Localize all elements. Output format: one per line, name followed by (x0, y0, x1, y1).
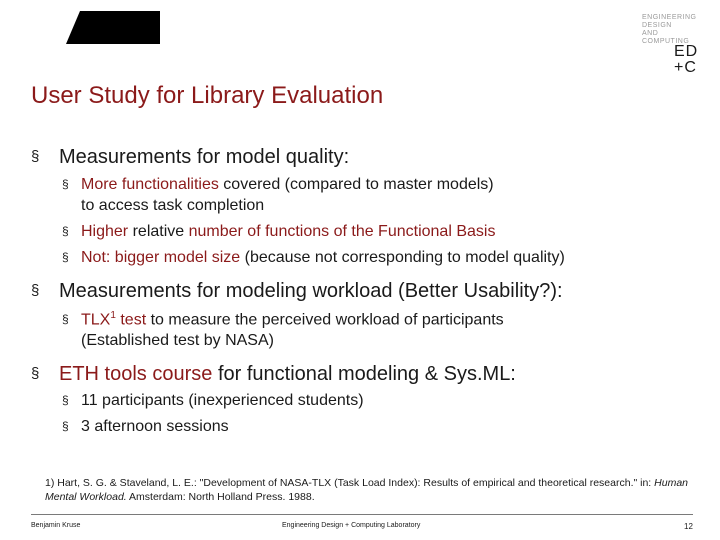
eth-logo (66, 11, 160, 44)
sub-bullet-functionalities: § More functionalities covered (compared to master models) (62, 176, 494, 193)
page-number: 12 (684, 522, 693, 531)
slide-title: User Study for Library Evaluation (31, 82, 384, 109)
footer-divider (31, 514, 693, 515)
bullet-model-quality: § Measurements for model quality: (31, 146, 350, 168)
bullet-modeling-workload: § Measurements for modeling workload (Better Usability?): (31, 280, 563, 302)
sub-bullet-tlx-cont: (Established test by NASA) (81, 332, 274, 349)
edc-logo-letters: ED +C (674, 43, 699, 76)
sub-bullet-functionalities-cont: to access task completion (81, 197, 265, 214)
sub-bullet-model-size: § Not: bigger model size (because not corresponding to model quality) (62, 249, 565, 266)
sub-bullet-sessions: § 3 afternoon sessions (62, 418, 229, 435)
footer-author: Benjamin Kruse (31, 522, 81, 529)
edc-logo (612, 12, 702, 76)
footer-lab: Engineering Design + Computing Laboratory (282, 522, 421, 529)
sub-bullet-participants: § 11 participants (inexperienced students) (62, 392, 364, 409)
edc-logo-text: ENGINEERING DESIGN AND COMPUTING (642, 14, 697, 45)
bullet-eth-tools-course: § ETH tools course for functional modeling & Sys.ML: (31, 363, 516, 385)
sub-bullet-number-of-functions: § Higher relative number of functions of the Functional Basis (62, 223, 496, 240)
sub-bullet-tlx: § TLX$^1$ test to measure the perceived workload of participants (62, 310, 504, 329)
footnote: 1) Hart, S. G. & Staveland, L. E.: "Development of NASA-TLX (Task Load Index): Results of empirical and theoretical research." in: Human Mental Workload. Amsterdam: North Holland Press. 1988. (45, 477, 689, 503)
bullet-glyph: § (31, 148, 40, 165)
